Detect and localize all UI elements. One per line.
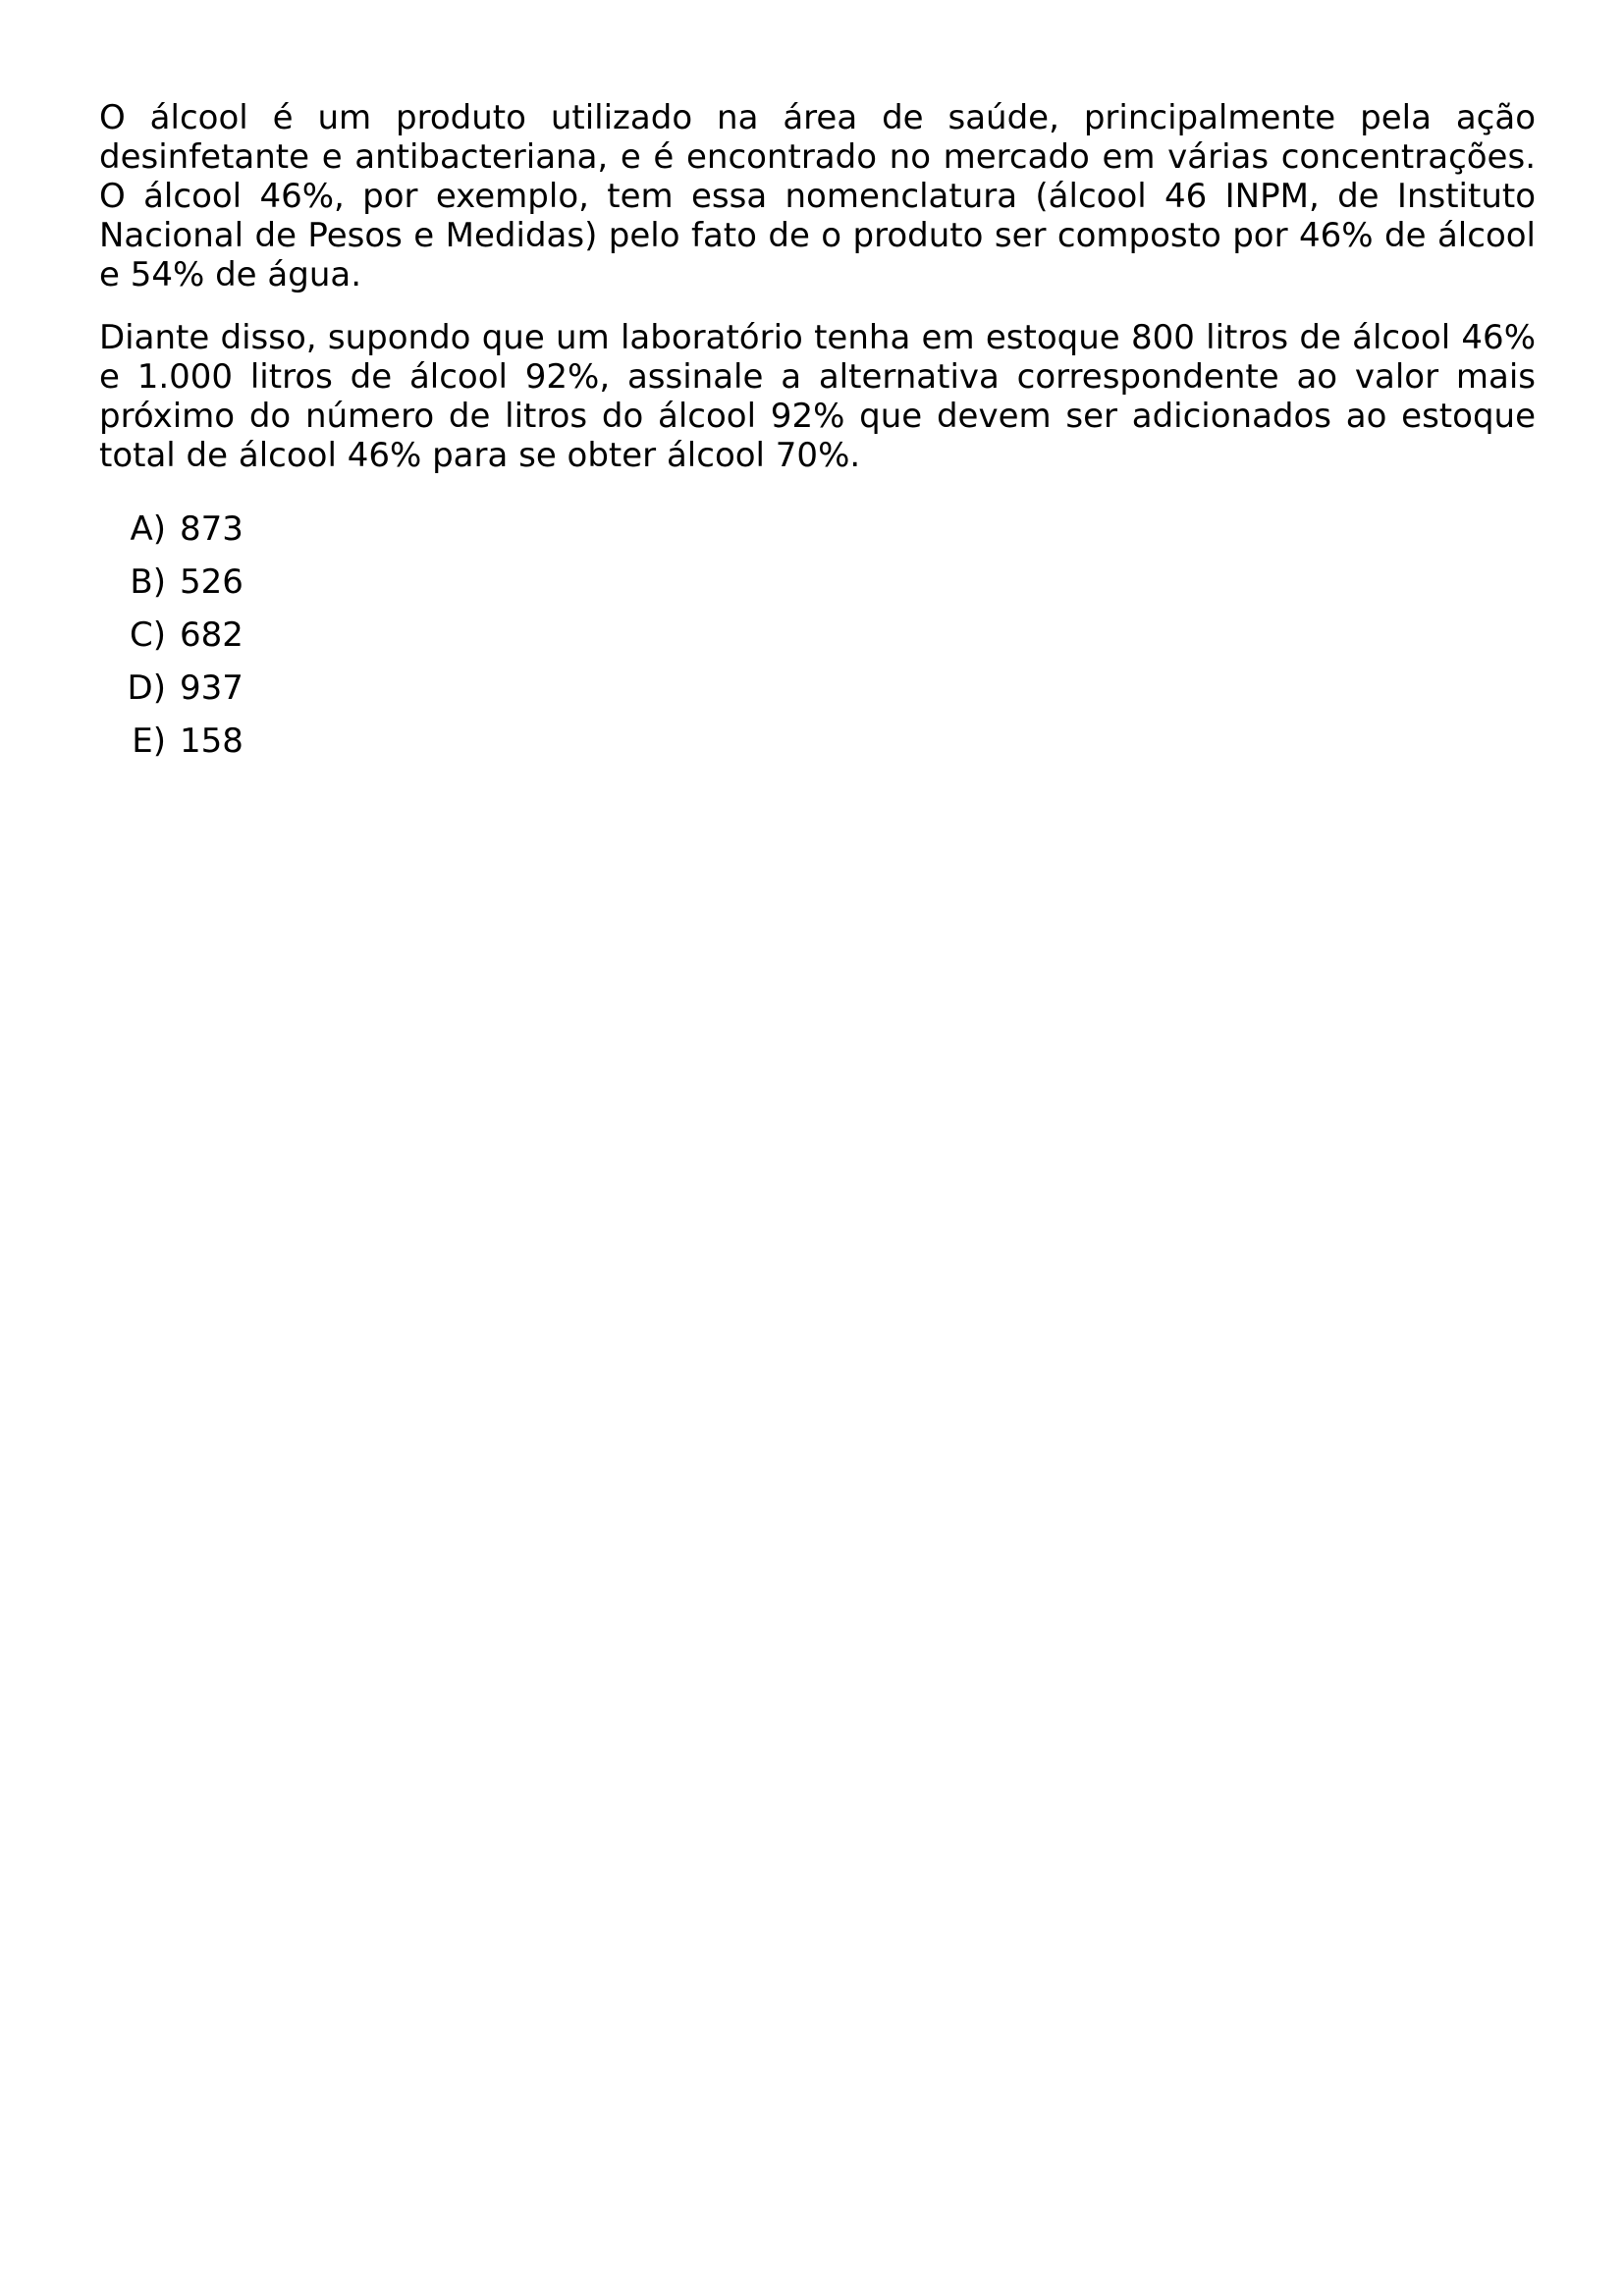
option-value: 873	[180, 509, 244, 549]
answer-options-list	[99, 509, 1536, 774]
option-letter: C)	[129, 615, 166, 655]
option-letter: B)	[130, 562, 166, 602]
option-value: 682	[180, 615, 244, 655]
answer-option-b[interactable]	[99, 562, 1536, 615]
option-value: 158	[180, 721, 244, 761]
option-value: 526	[180, 562, 244, 602]
question-document	[99, 98, 1536, 774]
answer-option-d[interactable]	[99, 668, 1536, 721]
option-letter: A)	[130, 509, 166, 549]
option-value: 937	[180, 668, 244, 708]
option-letter: D)	[127, 668, 166, 708]
answer-option-a[interactable]	[99, 509, 1536, 562]
question-prompt-paragraph: Diante disso, supondo que um laboratório tenha em estoque 800 litros de álcool 46% e 1.000 litros de álcool 92%, assinale a alternativa correspondente ao valor mais próximo do número de litros do álcool 92% que devem ser adicionados ao estoque total de álcool 46% para se obter álcool 70%.	[99, 318, 1536, 475]
answer-option-c[interactable]	[99, 615, 1536, 668]
option-letter: E)	[132, 721, 166, 761]
answer-option-e[interactable]	[99, 721, 1536, 774]
question-context-paragraph: O álcool é um produto utilizado na área de saúde, principalmente pela ação desinfetante e antibacteriana, e é encontrado no mercado em várias concentrações. O álcool 46%, por exemplo, tem essa nomenclatura (álcool 46 INPM, de Instituto Nacional de Pesos e Medidas) pelo fato de o produto ser composto por 46% de álcool e 54% de água.	[99, 98, 1536, 294]
